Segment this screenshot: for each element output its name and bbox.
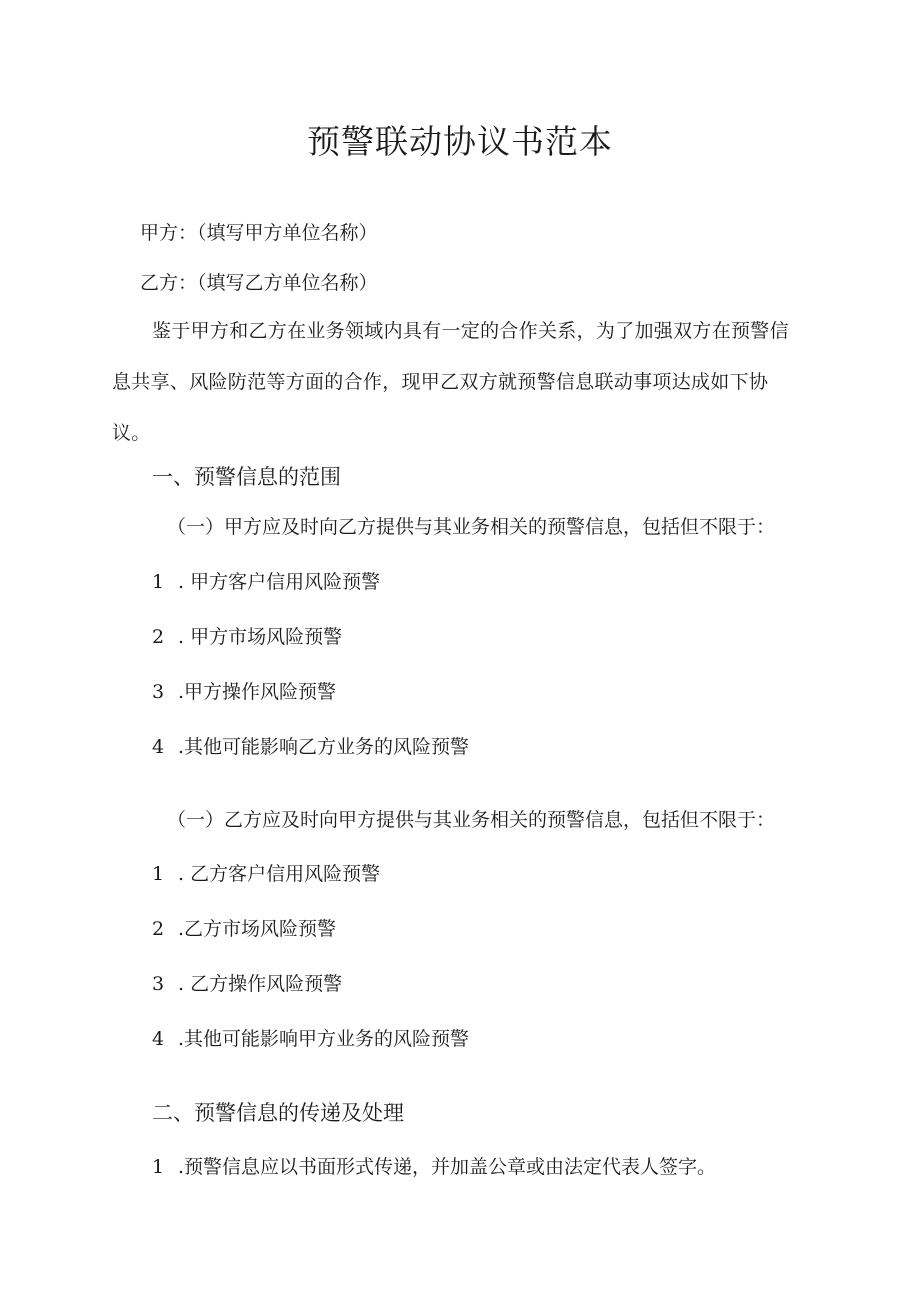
list-item-number: 2 (152, 918, 165, 940)
list-item-text: .乙方市场风险预警 (178, 918, 337, 940)
document-title: 预警联动协议书范本 (307, 122, 613, 161)
list-item (152, 969, 342, 996)
list-item-number: 3 (152, 973, 165, 995)
section-1-heading: 一、预警信息的范围 (152, 465, 341, 489)
list-item-number: 1 (152, 863, 165, 885)
list-item-text: .其他可能影响乙方业务的风险预警 (178, 736, 470, 758)
list-item-number: 3 (152, 681, 165, 703)
list-item-text: .预警信息应以书面形式传递，并加盖公章或由法定代表人签字。 (178, 1156, 717, 1178)
list-item-number: 4 (152, 1028, 165, 1050)
preamble-paragraph: 鉴于甲方和乙方在业务领域内具有一定的合作关系，为了加强双方在预警信息共享、风险防范等方面的合作，现甲乙双方就预警信息联动事项达成如下协议。 (112, 320, 789, 444)
list-item-text: . 甲方市场风险预警 (178, 626, 343, 648)
list-item-text: . 甲方客户信用风险预警 (178, 571, 381, 593)
list-item (152, 859, 380, 886)
list-item (152, 1024, 469, 1051)
list-item (152, 914, 336, 941)
list-item-text: .甲方操作风险预警 (178, 681, 337, 703)
section-1-part-a-intro: （一）甲方应及时向乙方提供与其业务相关的预警信息，包括但不限于： (167, 516, 776, 538)
list-item-number: 2 (152, 626, 165, 648)
list-item-number: 1 (152, 571, 165, 593)
list-item (152, 677, 336, 704)
party-a-line: 甲方：（填写甲方单位名称） (140, 222, 378, 244)
list-item-text: . 乙方操作风险预警 (178, 973, 343, 995)
list-item-text: . 乙方客户信用风险预警 (178, 863, 381, 885)
section-1-part-b-intro: （一）乙方应及时向甲方提供与其业务相关的预警信息，包括但不限于： (167, 809, 776, 831)
list-item-number: 4 (152, 736, 165, 758)
section-2-heading: 二、预警信息的传递及处理 (152, 1101, 404, 1125)
list-item (152, 732, 469, 759)
list-item (152, 622, 342, 649)
party-b-line: 乙方：（填写乙方单位名称） (140, 272, 378, 294)
list-item-text: .其他可能影响甲方业务的风险预警 (178, 1028, 470, 1050)
list-item (152, 1152, 716, 1179)
list-item-number: 1 (152, 1156, 165, 1178)
list-item (152, 567, 380, 594)
